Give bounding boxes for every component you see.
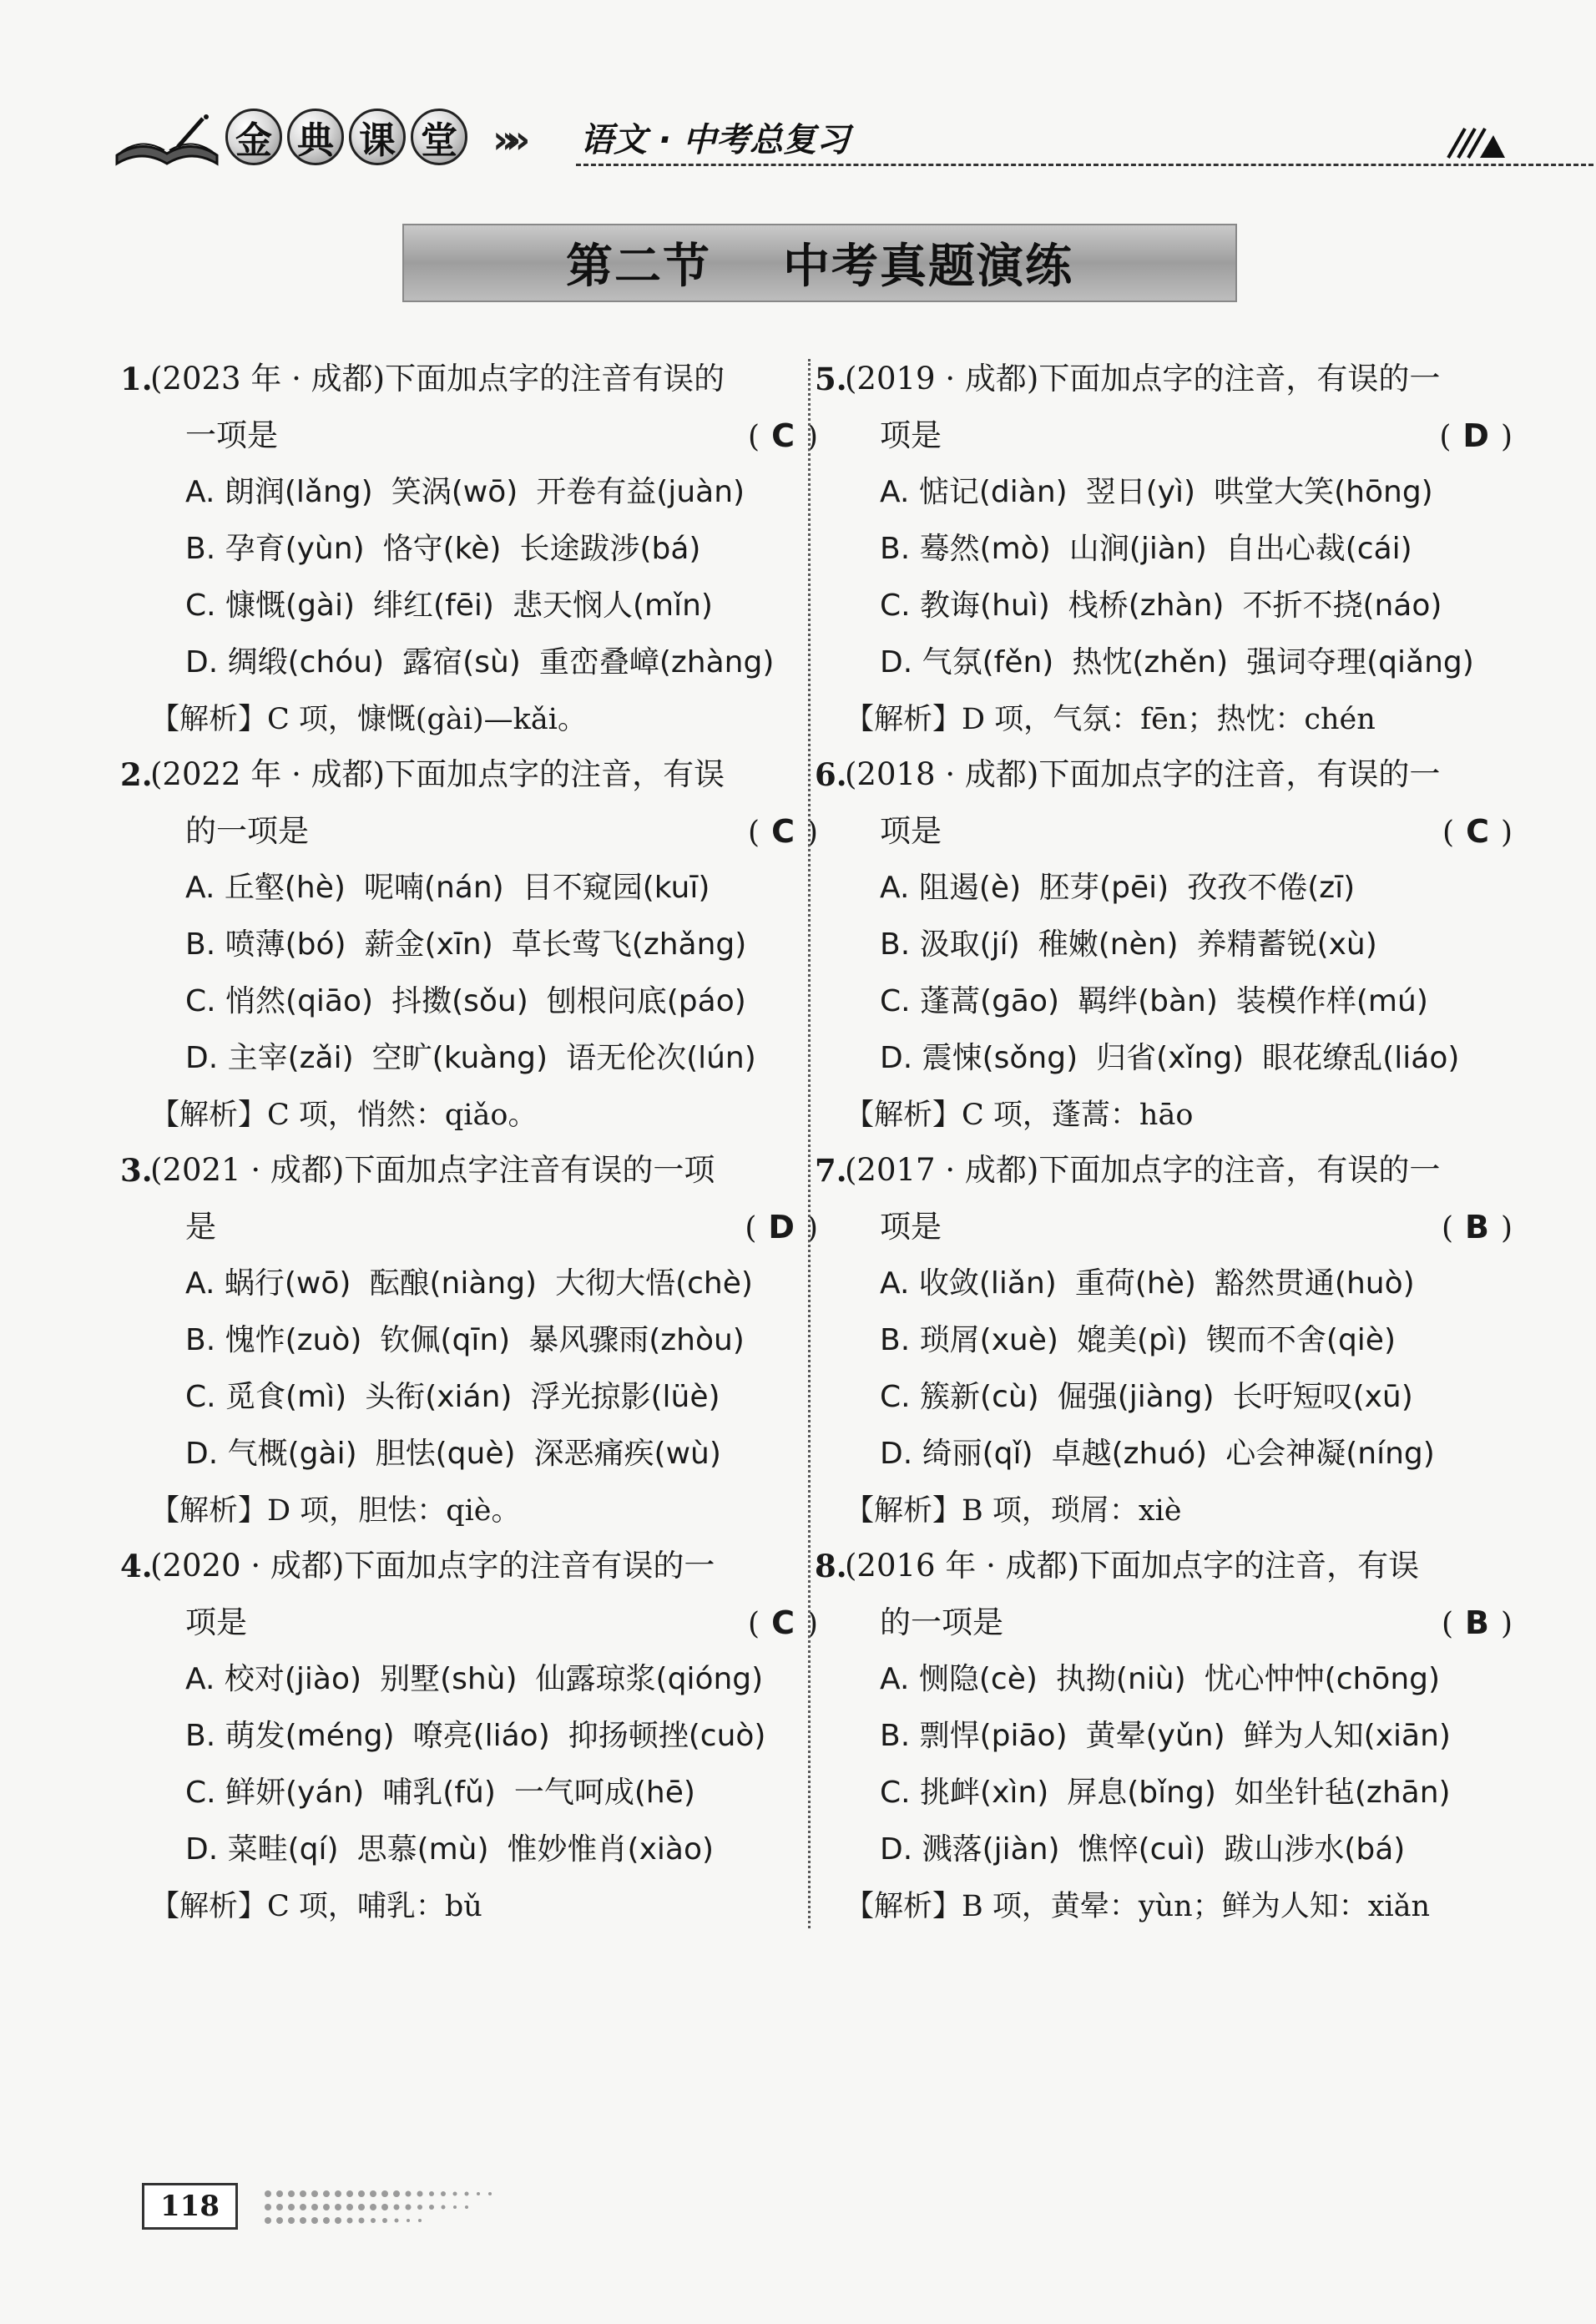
- option-item: 羁绊(bàn): [1078, 984, 1218, 1018]
- answer-bracket: ( C ): [1442, 813, 1513, 850]
- answer-letter: C: [771, 417, 795, 454]
- option-item: 执拗(niù): [1055, 1662, 1186, 1696]
- option-item: 翌日(yì): [1085, 475, 1196, 509]
- option-item: 鲜为人知(xiān): [1243, 1719, 1451, 1753]
- option-item: B. 喷薄(bó): [185, 927, 346, 962]
- option-item: C. 教诲(huì): [880, 589, 1050, 623]
- option-item: 浮光掠影(lüè): [530, 1380, 720, 1414]
- subject-title: 语文 · 中考总复习: [580, 121, 851, 159]
- option-item: A. 收敛(liǎn): [880, 1266, 1057, 1301]
- question-number: 2.: [120, 756, 153, 793]
- answer-bracket: ( C ): [748, 417, 818, 454]
- question-stem-continued: [150, 803, 818, 860]
- stem-text: (2020 · 成都)下面加点字的注音有误的一: [150, 1548, 715, 1584]
- chevron-right-icon: »»: [492, 117, 519, 162]
- question-stem: [120, 351, 818, 407]
- question-stem: [120, 1538, 818, 1594]
- option-item: 嘹亮(liáo): [412, 1719, 550, 1753]
- option-item: A. 蜗行(wō): [185, 1266, 351, 1301]
- option-b: [150, 521, 818, 578]
- decorative-dots: [263, 2187, 580, 2229]
- option-c: [150, 1369, 818, 1426]
- page-number: 118: [142, 2183, 238, 2230]
- option-a: [845, 464, 1513, 521]
- question-number: 6.: [815, 756, 847, 793]
- option-item: 屏息(bǐng): [1067, 1776, 1216, 1810]
- option-d: [845, 1821, 1513, 1878]
- answer-letter: C: [1466, 813, 1489, 850]
- option-item: 强词夺理(qiǎng): [1246, 645, 1474, 680]
- stem-text: 的一项是: [185, 813, 309, 849]
- option-c: [845, 578, 1513, 634]
- option-item: 山涧(jiàn): [1068, 532, 1207, 566]
- analysis-text: 【解析】C 项，悄然：qiǎo。: [150, 1099, 538, 1132]
- question-number: 4.: [120, 1548, 153, 1584]
- option-item: 归省(xǐng): [1096, 1041, 1245, 1075]
- stem-text: (2021 · 成都)下面加点字注音有误的一项: [150, 1152, 715, 1188]
- option-item: A. 丘壑(hè): [185, 871, 346, 905]
- option-d: [845, 1030, 1513, 1087]
- option-item: B. 汲取(jí): [880, 927, 1020, 962]
- question-stem-continued: [150, 1199, 818, 1255]
- question-number: 3.: [120, 1152, 153, 1189]
- option-item: 心会神凝(níng): [1225, 1437, 1435, 1471]
- option-item: D. 气氛(fěn): [880, 645, 1054, 680]
- answer-bracket: ( B ): [1441, 1209, 1513, 1245]
- analysis-text: 【解析】B 项，黄晕：yùn；鲜为人知：xiǎn: [845, 1890, 1431, 1923]
- answer-bracket: ( D ): [1439, 417, 1513, 454]
- option-item: 胚芽(pēi): [1039, 871, 1169, 905]
- analysis-text: 【解析】C 项，哺乳：bǔ: [150, 1890, 482, 1923]
- option-b: [845, 917, 1513, 973]
- option-item: 眼花缭乱(liáo): [1262, 1041, 1460, 1075]
- answer-letter: D: [768, 1209, 795, 1245]
- question-stem-continued: [845, 1199, 1513, 1255]
- analysis-text: 【解析】D 项，胆怯：qiè。: [150, 1494, 521, 1528]
- option-item: 长吁短叹(xū): [1232, 1380, 1413, 1414]
- stem-text: 项是: [185, 1604, 247, 1640]
- answer-bracket: ( C ): [748, 813, 818, 850]
- option-item: D. 气概(gài): [185, 1437, 357, 1471]
- stem-text: (2017 · 成都)下面加点字的注音，有误的一: [845, 1152, 1441, 1188]
- option-item: 酝酿(niàng): [369, 1266, 538, 1301]
- question: [120, 1538, 818, 1933]
- option-item: 忧心忡忡(chōng): [1204, 1662, 1441, 1696]
- question-number: 7.: [815, 1152, 847, 1189]
- option-item: D. 震悚(sǒng): [880, 1041, 1078, 1075]
- option-item: 孜孜不倦(zī): [1187, 871, 1356, 905]
- option-item: 栈桥(zhàn): [1068, 589, 1225, 623]
- option-item: 重峦叠嶂(zhàng): [538, 645, 775, 680]
- option-b: [150, 917, 818, 973]
- option-item: C. 簇新(cù): [880, 1380, 1039, 1414]
- option-d: [845, 1426, 1513, 1483]
- option-item: 稚嫩(nèn): [1038, 927, 1179, 962]
- option-c: [845, 1765, 1513, 1821]
- corner-triangle-icon: [1440, 120, 1507, 162]
- option-item: 如坐针毡(zhān): [1234, 1776, 1451, 1810]
- option-item: 憔悴(cuì): [1078, 1832, 1206, 1867]
- option-a: [845, 860, 1513, 917]
- stem-text: 项是: [880, 417, 942, 453]
- option-item: B. 愧怍(zuò): [185, 1323, 362, 1357]
- stem-text: 是: [185, 1209, 216, 1245]
- option-a: [845, 1255, 1513, 1312]
- question-stem-continued: [150, 1594, 818, 1651]
- question: [815, 351, 1513, 746]
- option-item: A. 朗润(lǎng): [185, 475, 373, 509]
- option-item: C. 鲜妍(yán): [185, 1776, 365, 1810]
- option-item: D. 绮丽(qǐ): [880, 1437, 1033, 1471]
- analysis-text: 【解析】B 项，琐屑：xiè: [845, 1494, 1182, 1528]
- option-d: [150, 1030, 818, 1087]
- option-item: 开卷有益(juàn): [536, 475, 745, 509]
- answer-bracket: ( C ): [748, 1604, 818, 1641]
- option-b: [845, 1708, 1513, 1765]
- option-item: A. 校对(jiào): [185, 1662, 362, 1696]
- stem-text: 项是: [880, 1209, 942, 1245]
- answer-bracket: ( B ): [1441, 1604, 1513, 1641]
- option-item: C. 悄然(qiāo): [185, 984, 374, 1018]
- option-item: 哄堂大笑(hōng): [1214, 475, 1433, 509]
- option-a: [845, 1651, 1513, 1708]
- option-item: A. 惦记(diàn): [880, 475, 1068, 509]
- option-item: B. 琐屑(xuè): [880, 1323, 1058, 1357]
- answer-letter: D: [1462, 417, 1489, 454]
- question-stem: [815, 746, 1513, 803]
- question-stem: [815, 1538, 1513, 1594]
- question-stem-continued: [845, 407, 1513, 464]
- option-item: 豁然贯通(huò): [1214, 1266, 1415, 1301]
- option-item: 露宿(sù): [402, 645, 521, 680]
- question-stem: [120, 746, 818, 803]
- option-item: A. 阻遏(è): [880, 871, 1022, 905]
- option-item: 头衔(xián): [365, 1380, 513, 1414]
- stem-text: 项是: [880, 813, 942, 849]
- option-item: 目不窥园(kuī): [522, 871, 710, 905]
- option-item: 呢喃(nán): [363, 871, 504, 905]
- option-item: D. 溅落(jiàn): [880, 1832, 1060, 1867]
- option-item: 卓越(zhuó): [1051, 1437, 1208, 1471]
- option-b: [845, 1312, 1513, 1369]
- answer-letter: B: [1464, 1209, 1489, 1245]
- option-item: 媲美(pì): [1076, 1323, 1188, 1357]
- stem-text: (2016 年 · 成都)下面加点字的注音，有误: [845, 1548, 1420, 1584]
- option-d: [150, 634, 818, 691]
- option-c: [150, 1765, 818, 1821]
- question-stem: [815, 351, 1513, 407]
- option-d: [150, 1821, 818, 1878]
- option-item: 钦佩(qīn): [380, 1323, 511, 1357]
- option-item: 恪守(kè): [382, 532, 502, 566]
- option-d: [150, 1426, 818, 1483]
- question-stem: [815, 1142, 1513, 1199]
- brand-char: 金: [225, 109, 282, 165]
- question-number: 5.: [815, 361, 847, 397]
- column-divider: [808, 359, 811, 1928]
- question-stem: [120, 1142, 818, 1199]
- question-number: 8.: [815, 1548, 847, 1584]
- option-c: [150, 973, 818, 1030]
- option-item: 暴风骤雨(zhòu): [528, 1323, 745, 1357]
- option-item: C. 蓬蒿(gāo): [880, 984, 1060, 1018]
- analysis-text: 【解析】D 项，气氛：fēn；热忱：chén: [845, 703, 1376, 736]
- question-stem-continued: [845, 1594, 1513, 1651]
- option-item: B. 萌发(méng): [185, 1719, 395, 1753]
- question: [120, 1142, 818, 1538]
- option-item: 倔强(jiàng): [1057, 1380, 1215, 1414]
- answer-letter: C: [771, 1604, 795, 1641]
- stem-text: 的一项是: [880, 1604, 1003, 1640]
- question: [120, 746, 818, 1142]
- option-item: 重荷(hè): [1074, 1266, 1196, 1301]
- option-b: [150, 1708, 818, 1765]
- option-item: 语无伦次(lún): [566, 1041, 756, 1075]
- option-item: 长途跋涉(bá): [519, 532, 701, 566]
- stem-text: (2023 年 · 成都)下面加点字的注音有误的: [150, 361, 725, 397]
- option-item: 空旷(kuàng): [371, 1041, 548, 1075]
- question: [815, 1142, 1513, 1538]
- option-a: [150, 1255, 818, 1312]
- option-item: 悲天悯人(mǐn): [512, 589, 713, 623]
- brand-char: 典: [287, 109, 344, 165]
- question: [815, 1538, 1513, 1933]
- stem-text: 一项是: [185, 417, 278, 453]
- option-item: 自出心裁(cái): [1225, 532, 1412, 566]
- option-item: D. 绸缎(chóu): [185, 645, 385, 680]
- question-stem-continued: [845, 803, 1513, 860]
- option-item: A. 恻隐(cè): [880, 1662, 1038, 1696]
- option-item: 跋山涉水(bá): [1224, 1832, 1406, 1867]
- option-item: 别墅(shù): [380, 1662, 518, 1696]
- option-item: B. 孕育(yùn): [185, 532, 365, 566]
- option-item: 抑扬顿挫(cuò): [568, 1719, 766, 1753]
- answer-bracket: ( D ): [745, 1209, 818, 1245]
- option-item: 草长莺飞(zhǎng): [511, 927, 747, 962]
- option-b: [845, 521, 1513, 578]
- option-item: D. 菜畦(qí): [185, 1832, 339, 1867]
- right-column: [815, 351, 1513, 1933]
- option-item: C. 慷慨(gài): [185, 589, 356, 623]
- page-header: [113, 99, 1490, 178]
- option-item: 哺乳(fǔ): [382, 1776, 496, 1810]
- option-item: 装模作样(mú): [1235, 984, 1428, 1018]
- option-item: D. 主宰(zǎi): [185, 1041, 354, 1075]
- option-item: C. 觅食(mì): [185, 1380, 347, 1414]
- option-item: 黄晕(yǔn): [1085, 1719, 1225, 1753]
- option-c: [845, 973, 1513, 1030]
- left-column: [120, 351, 818, 1933]
- option-item: 绯红(fēi): [373, 589, 494, 623]
- stem-text: (2022 年 · 成都)下面加点字的注音，有误: [150, 756, 725, 792]
- option-a: [150, 1651, 818, 1708]
- question: [815, 746, 1513, 1142]
- option-item: 抖擞(sǒu): [391, 984, 528, 1018]
- option-a: [150, 860, 818, 917]
- option-item: 锲而不舍(qiè): [1205, 1323, 1396, 1357]
- question-number: 1.: [120, 361, 153, 397]
- option-item: 深恶痛疾(wù): [533, 1437, 721, 1471]
- question: [120, 351, 818, 746]
- header-divider: [576, 164, 1596, 166]
- brand-char: 课: [349, 109, 406, 165]
- analysis-text: 【解析】C 项，蓬蒿：hāo: [845, 1099, 1194, 1132]
- brand-char: 堂: [411, 109, 467, 165]
- option-item: 胆怯(què): [375, 1437, 516, 1471]
- option-a: [150, 464, 818, 521]
- option-item: 薪金(xīn): [364, 927, 493, 962]
- stem-text: (2018 · 成都)下面加点字的注音，有误的一: [845, 756, 1441, 792]
- option-item: C. 挑衅(xìn): [880, 1776, 1049, 1810]
- option-item: 思慕(mù): [356, 1832, 489, 1867]
- answer-letter: C: [771, 813, 795, 850]
- open-book-icon: [113, 114, 221, 172]
- answer-letter: B: [1464, 1604, 1489, 1641]
- option-item: 养精蓄锐(xù): [1196, 927, 1377, 962]
- option-item: 一气呵成(hē): [513, 1776, 695, 1810]
- option-c: [845, 1369, 1513, 1426]
- option-item: B. 蓦然(mò): [880, 532, 1051, 566]
- option-item: 刨根问底(páo): [546, 984, 746, 1018]
- section-title: 第二节 中考真题演练: [402, 224, 1237, 302]
- option-item: 热忱(zhěn): [1072, 645, 1229, 680]
- option-item: B. 剽悍(piāo): [880, 1719, 1068, 1753]
- question-stem-continued: [150, 407, 818, 464]
- option-b: [150, 1312, 818, 1369]
- option-item: 惟妙惟肖(xiào): [507, 1832, 715, 1867]
- stem-text: (2019 · 成都)下面加点字的注音，有误的一: [845, 361, 1441, 397]
- option-c: [150, 578, 818, 634]
- option-item: 仙露琼浆(qióng): [535, 1662, 764, 1696]
- option-d: [845, 634, 1513, 691]
- option-item: 笑涡(wō): [391, 475, 518, 509]
- brand-logo: [225, 109, 467, 165]
- option-item: 不折不挠(náo): [1242, 589, 1442, 623]
- option-item: 大彻大悟(chè): [555, 1266, 753, 1301]
- analysis-text: 【解析】C 项，慷慨(gài)—kǎi。: [150, 703, 587, 736]
